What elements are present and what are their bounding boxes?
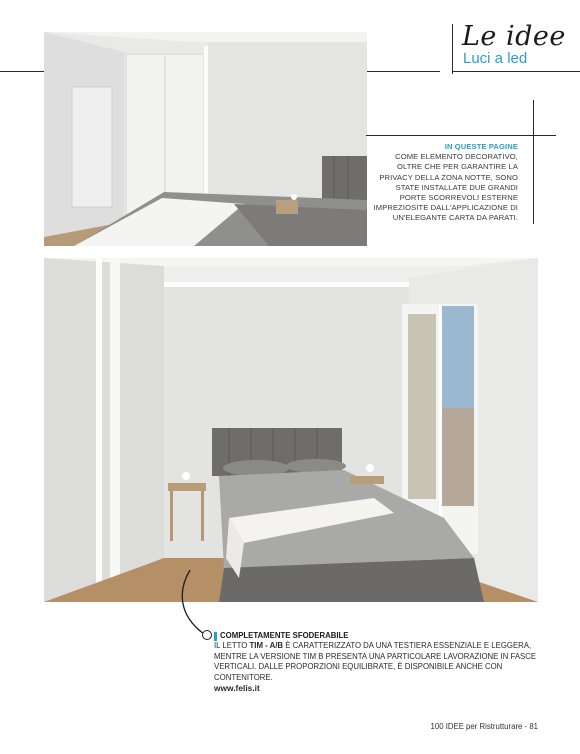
caption-line: PORTE SCORREVOLI ESTERNE	[399, 193, 518, 203]
caption-line: IMPREZIOSITE DALL'APPLICAZIONE DI	[373, 203, 518, 213]
product-name: TIM - A/B	[249, 641, 284, 651]
website-link[interactable]: www.felis.it	[214, 683, 260, 694]
caption-line: COME ELEMENTO DECORATIVO,	[395, 152, 518, 162]
caption-line: PRIVACY DELLA ZONA NOTTE, SONO	[379, 172, 518, 182]
bedroom-photo-top	[44, 32, 367, 246]
caption-line: UN'ELEGANTE CARTA DA PARATI.	[392, 213, 518, 223]
caption-line: OLTRE CHE PER GARANTIRE LA	[396, 162, 518, 172]
brand-divider	[452, 24, 453, 74]
caption-line: STATE INSTALLATE DUE GRANDI	[395, 182, 518, 192]
caption-bottom-body	[214, 641, 544, 683]
page-folio: 100 IDEE per Ristrutturare - 81	[430, 722, 538, 731]
pointer-circle-icon	[202, 630, 212, 640]
section-title: Le idee	[462, 21, 566, 52]
caption-horizontal-rule	[366, 135, 556, 136]
header-rule-right	[452, 71, 580, 72]
section-subtitle: Luci a led	[463, 50, 528, 67]
caption-bottom-heading: COMPLETAMENTE SFODERABILE	[220, 631, 349, 640]
bedroom-photo-main	[44, 258, 538, 602]
photo-caption-top	[360, 142, 518, 224]
caption-heading: IN QUESTE PAGINE	[444, 142, 518, 151]
caption-vertical-rule	[533, 100, 534, 224]
photo-caption-bottom	[214, 631, 544, 693]
caption-text-after: È CARATTERIZZATO DA UNA TESTIERA ESSENZIALE E LEGGERA, MENTRE LA VERSIONE TIM B PRESENTA UNA PARTICOLARE LAVORAZIONE IN FASCE VERTICALI. DALLE PROPORZIONI EQUILIBRATE, È DISPONIBILE ANCHE CON CONTENITORE.	[214, 641, 537, 682]
caption-text-before: IL LETTO	[214, 641, 250, 651]
